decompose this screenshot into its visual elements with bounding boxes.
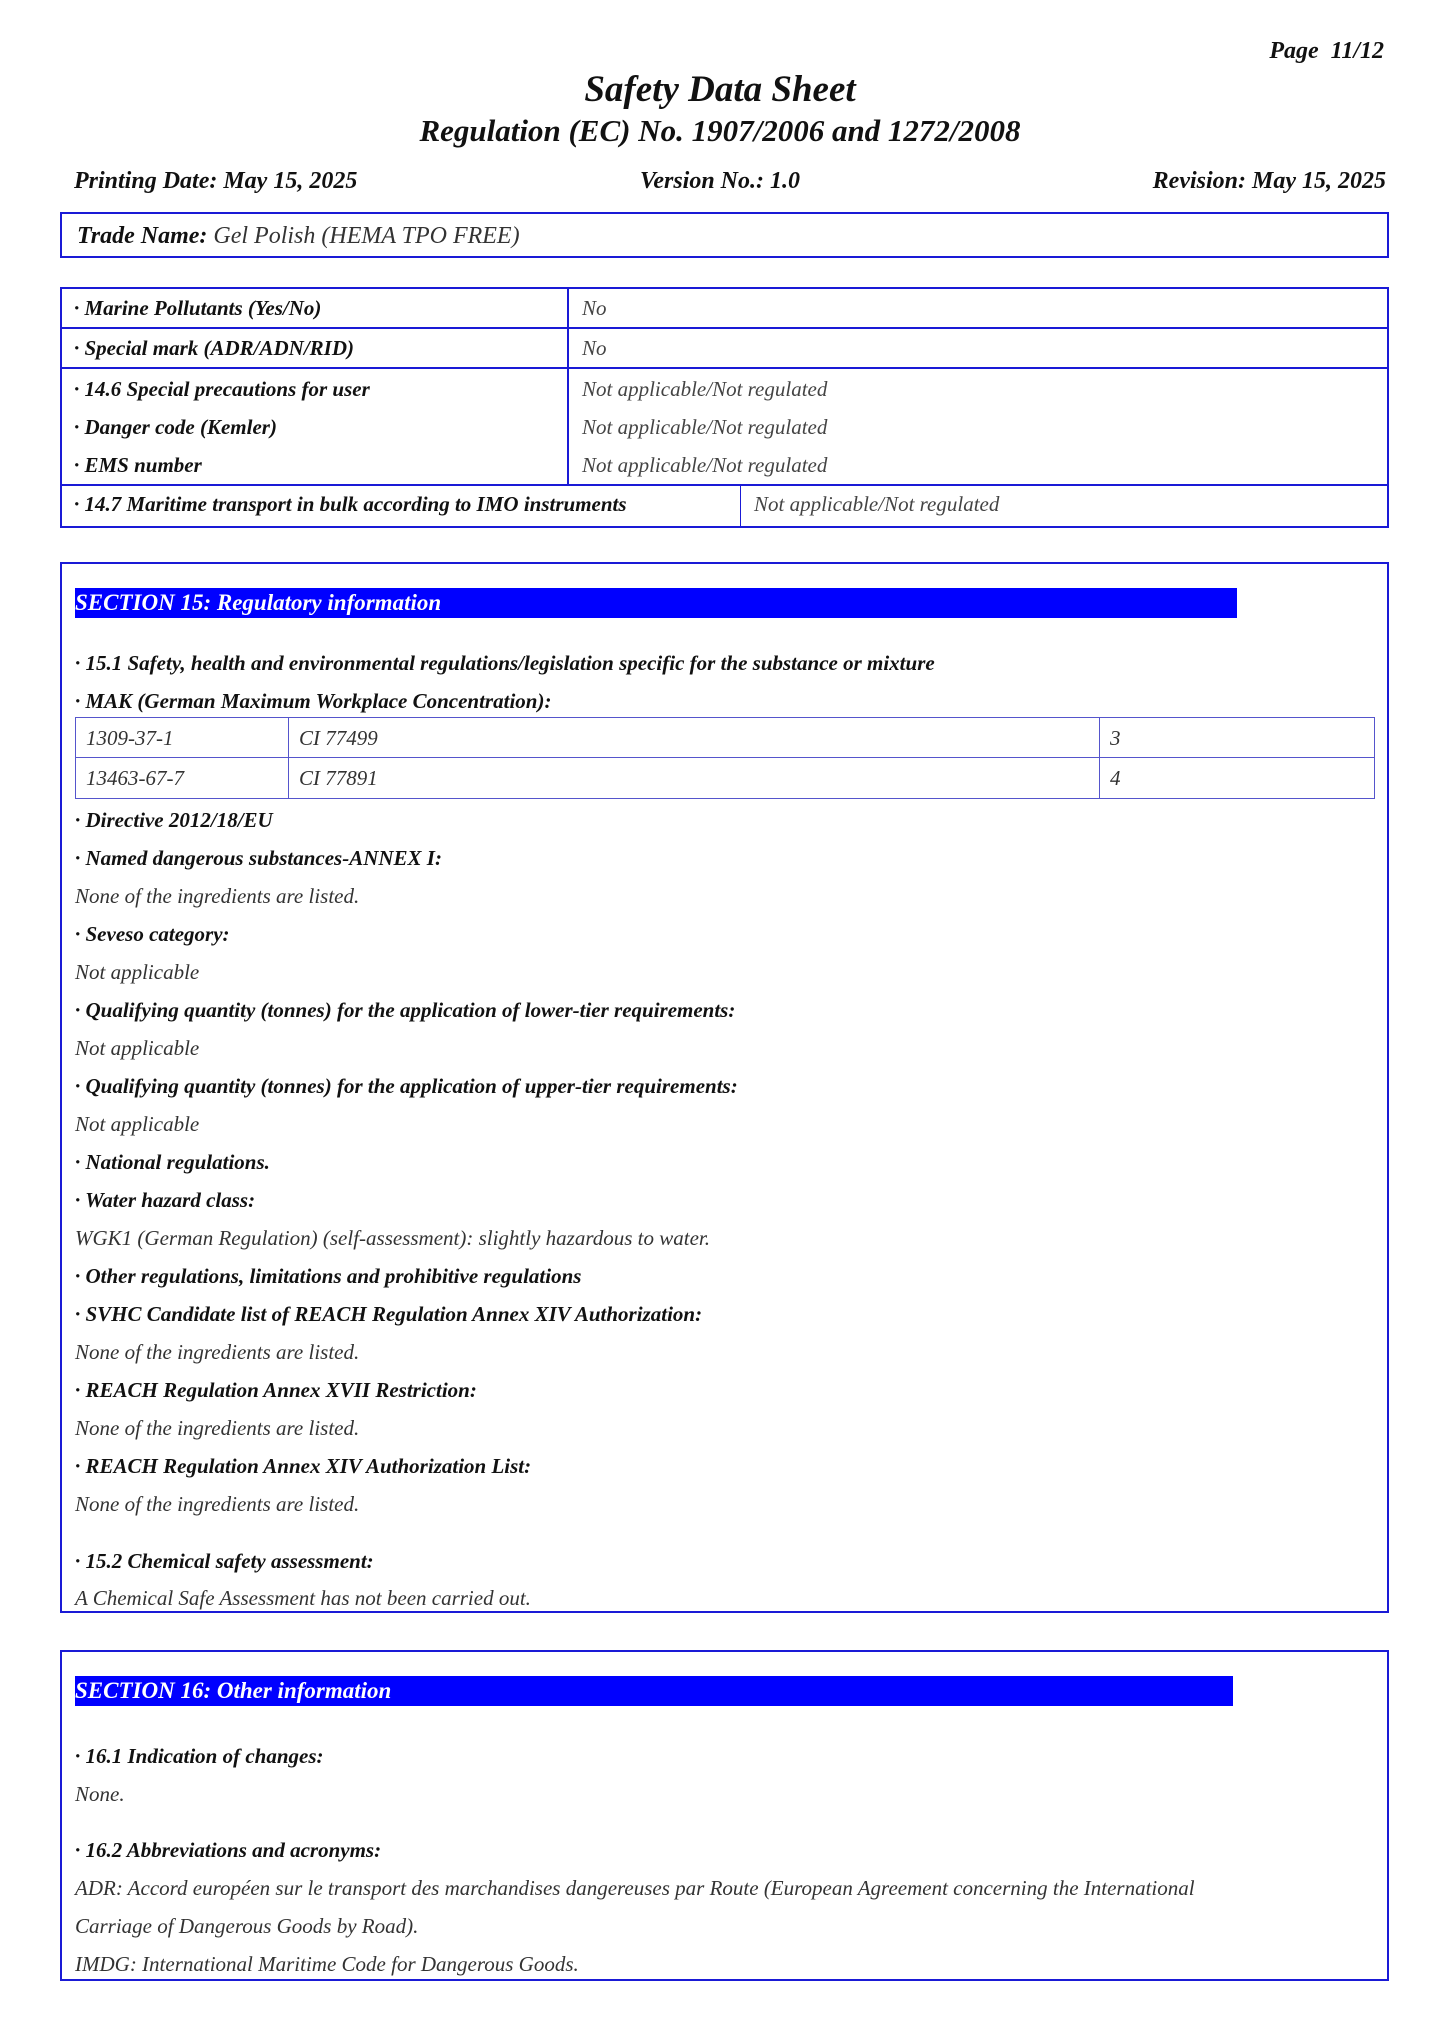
section-16-1-value: None. xyxy=(75,1782,125,1806)
version-number: Version No.: 1.0 xyxy=(639,168,801,194)
danger-code-value: Not applicable/Not regulated xyxy=(582,415,828,439)
svhc-heading: · SVHC Candidate list of REACH Regulation Annex XIV Authorization: xyxy=(75,1302,703,1326)
mak-heading: · MAK (German Maximum Workplace Concentration): xyxy=(75,689,552,713)
trade-name-box xyxy=(60,212,1389,258)
mak-value: 4 xyxy=(1110,766,1121,790)
section-16 xyxy=(60,1650,1389,1981)
table-row xyxy=(76,718,1374,758)
seveso-value: Not applicable xyxy=(75,960,200,984)
section-16-2-heading: · 16.2 Abbreviations and acronyms: xyxy=(75,1838,382,1862)
reach-xiv-value: None of the ingredients are listed. xyxy=(75,1492,360,1516)
lower-tier-heading: · Qualifying quantity (tonnes) for the application of lower-tier requirements: xyxy=(75,998,736,1022)
danger-code-label: · Danger code (Kemler) xyxy=(74,415,277,439)
table-row xyxy=(62,289,1387,329)
water-hazard-value: WGK1 (German Regulation) (self-assessment): slightly hazardous to water. xyxy=(75,1226,711,1250)
trade-name-value: Gel Polish (HEMA TPO FREE) xyxy=(213,223,520,249)
section-15-title: SECTION 15: Regulatory information xyxy=(75,588,1237,618)
svhc-value: None of the ingredients are listed. xyxy=(75,1340,360,1364)
printing-date: Printing Date: May 15, 2025 xyxy=(74,168,358,194)
mak-table xyxy=(75,717,1375,799)
upper-tier-value: Not applicable xyxy=(75,1112,200,1136)
adr-definition-line-2: Carriage of Dangerous Goods by Road). xyxy=(75,1914,419,1938)
named-dangerous-heading: · Named dangerous substances-ANNEX I: xyxy=(75,846,442,870)
transport-table xyxy=(60,287,1389,528)
document-subtitle: Regulation (EC) No. 1907/2006 and 1272/2008 xyxy=(419,113,1021,148)
reach-xvii-value: None of the ingredients are listed. xyxy=(75,1416,360,1440)
table-row xyxy=(62,486,1387,526)
mak-value: 3 xyxy=(1110,726,1121,750)
section-16-title: SECTION 16: Other information xyxy=(75,1676,1233,1706)
seveso-heading: · Seveso category: xyxy=(75,922,230,946)
ems-number-label: · EMS number xyxy=(74,453,202,477)
maritime-bulk-value: Not applicable/Not regulated xyxy=(754,492,1000,516)
reach-xvii-heading: · REACH Regulation Annex XVII Restriction: xyxy=(75,1378,477,1402)
trade-name-label: Trade Name: xyxy=(77,223,208,249)
national-regulations-heading: · National regulations. xyxy=(75,1150,270,1174)
section-15 xyxy=(60,562,1389,1613)
special-mark-value: No xyxy=(582,336,607,360)
table-row xyxy=(62,329,1387,369)
special-mark-label: · Special mark (ADR/ADN/RID) xyxy=(74,336,355,360)
marine-pollutants-label: · Marine Pollutants (Yes/No) xyxy=(74,296,322,320)
table-row xyxy=(62,369,1387,486)
revision-date: Revision: May 15, 2025 xyxy=(1152,168,1386,194)
page-label: Page xyxy=(1269,38,1319,64)
section-15-2-value: A Chemical Safe Assessment has not been carried out. xyxy=(75,1586,531,1610)
page-number xyxy=(1269,38,1384,65)
imdg-definition: IMDG: International Maritime Code for Dangerous Goods. xyxy=(75,1952,579,1976)
ems-number-value: Not applicable/Not regulated xyxy=(582,453,828,477)
cas-number: 1309-37-1 xyxy=(76,718,289,757)
table-row xyxy=(76,758,1374,798)
page-value: 11/12 xyxy=(1330,38,1384,64)
maritime-bulk-label: · 14.7 Maritime transport in bulk according to IMO instruments xyxy=(74,492,627,516)
lower-tier-value: Not applicable xyxy=(75,1036,200,1060)
cas-number: 13463-67-7 xyxy=(76,758,289,798)
adr-definition-line-1: ADR: Accord européen sur le transport des marchandises dangereuses par Route (European Agreement concerning the International xyxy=(75,1876,1195,1900)
special-precautions-value: Not applicable/Not regulated xyxy=(582,377,828,401)
water-hazard-heading: · Water hazard class: xyxy=(75,1188,256,1212)
section-15-2-heading: · 15.2 Chemical safety assessment: xyxy=(75,1549,374,1573)
substance-name: CI 77891 xyxy=(289,758,1100,798)
trade-name xyxy=(77,223,520,250)
upper-tier-heading: · Qualifying quantity (tonnes) for the application of upper-tier requirements: xyxy=(75,1074,738,1098)
document-title: Safety Data Sheet xyxy=(584,69,856,110)
marine-pollutants-value: No xyxy=(582,296,607,320)
other-regulations-heading: · Other regulations, limitations and prohibitive regulations xyxy=(75,1264,582,1288)
section-15-1-heading: · 15.1 Safety, health and environmental regulations/legislation specific for the substance or mixture xyxy=(75,651,935,675)
substance-name: CI 77499 xyxy=(289,718,1100,757)
reach-xiv-heading: · REACH Regulation Annex XIV Authorization List: xyxy=(75,1454,532,1478)
section-16-1-heading: · 16.1 Indication of changes: xyxy=(75,1744,324,1768)
named-dangerous-value: None of the ingredients are listed. xyxy=(75,884,360,908)
special-precautions-label: · 14.6 Special precautions for user xyxy=(74,377,370,401)
directive-heading: · Directive 2012/18/EU xyxy=(75,808,273,832)
